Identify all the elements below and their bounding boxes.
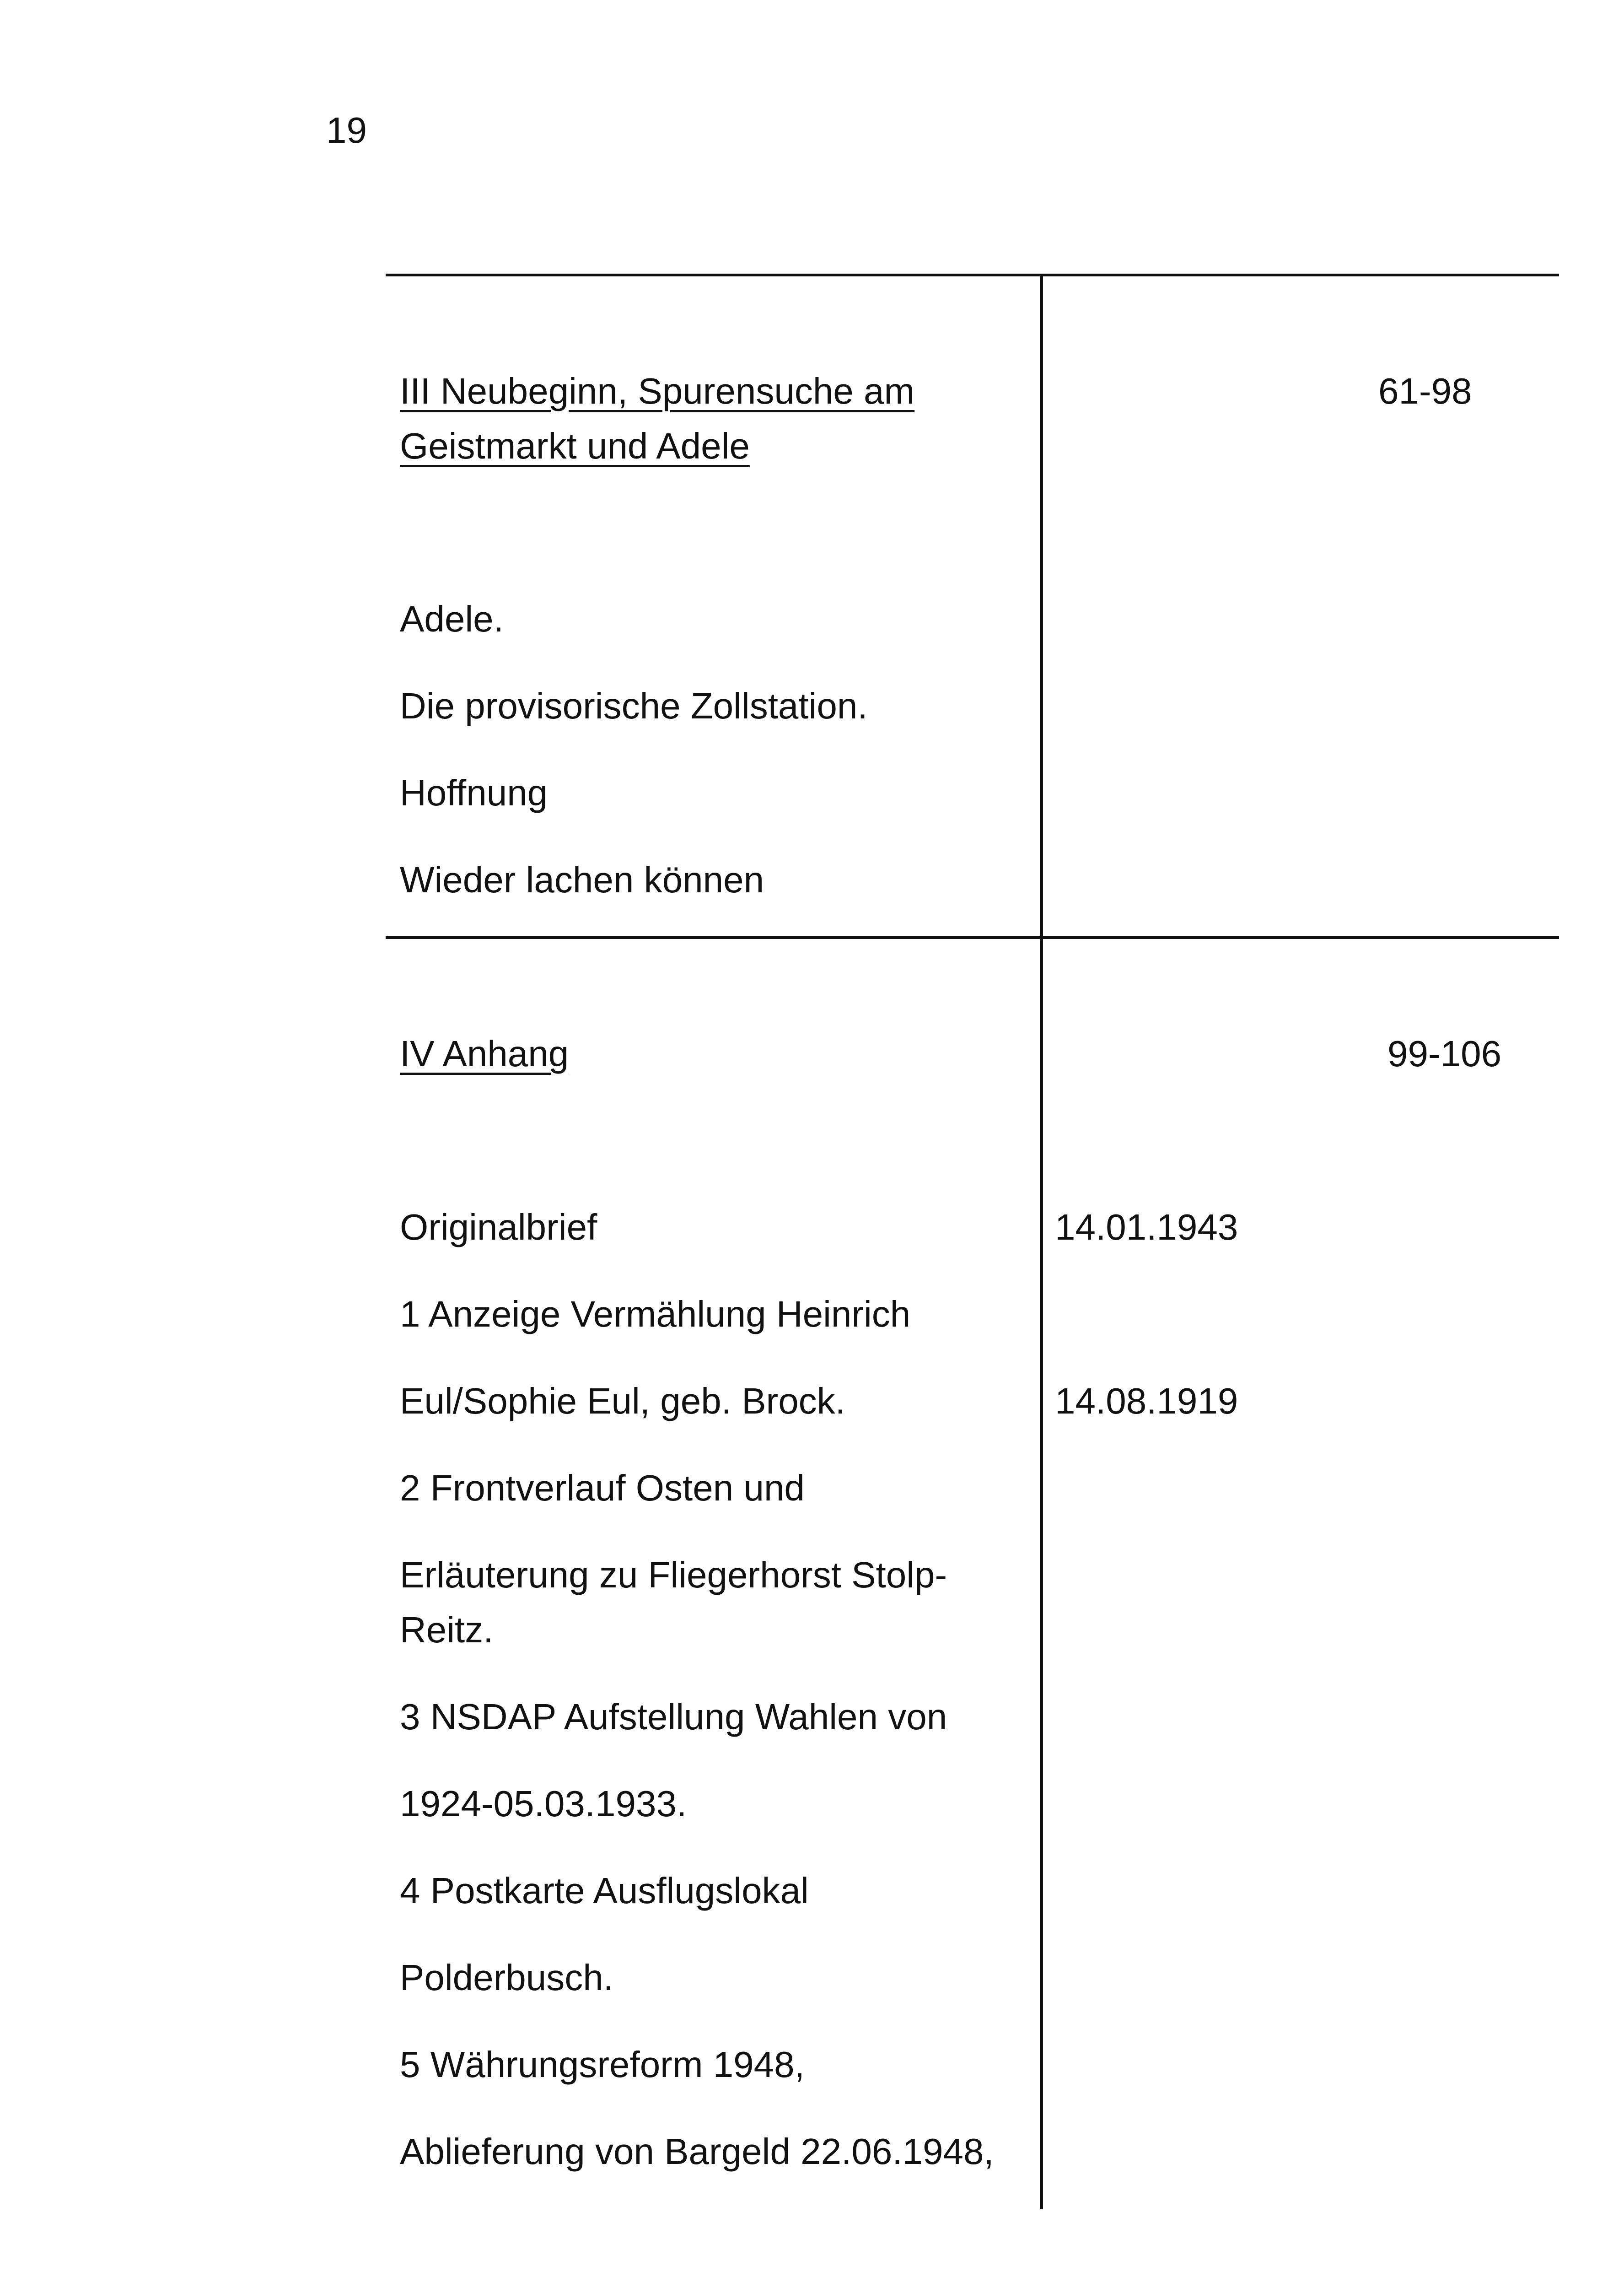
column-divider-rule — [1040, 274, 1043, 2209]
section4-item-date: 14.01.1943 — [1055, 1207, 1238, 1247]
section4-item-text: Originalbrief — [400, 1207, 597, 1247]
section4-item-text: Reitz. — [400, 1609, 494, 1650]
section3-item: Die provisorische Zollstation. — [400, 685, 868, 726]
section3-item: Hoffnung — [400, 772, 548, 813]
page-number: 19 — [326, 110, 367, 151]
section3-item: Adele. — [400, 599, 504, 639]
section3-heading-line1: III Neubeginn, Spurensuche am — [400, 371, 915, 411]
section4-item-text: 1924-05.03.1933. — [400, 1783, 687, 1824]
section3-heading-line2: Geistmarkt und Adele — [400, 426, 750, 466]
section4-item-text: 1 Anzeige Vermählung Heinrich — [400, 1294, 911, 1334]
section4-item-text: 4 Postkarte Ausflugslokal — [400, 1870, 809, 1911]
section4-item-text: Ablieferung von Bargeld 22.06.1948, — [400, 2131, 994, 2172]
section3-item: Wieder lachen können — [400, 859, 764, 900]
section4-item-text: Erläuterung zu Fliegerhorst Stolp- — [400, 1554, 947, 1595]
section4-item-text: Eul/Sophie Eul, geb. Brock. — [400, 1381, 845, 1421]
table-top-rule — [386, 274, 1559, 276]
section4-pages: 99-106 — [1387, 1033, 1502, 1074]
section-divider-rule — [386, 936, 1559, 939]
section4-item-date: 14.08.1919 — [1055, 1381, 1238, 1421]
section4-item-text: 3 NSDAP Aufstellung Wahlen von — [400, 1696, 947, 1737]
section4-item-text: 5 Währungsreform 1948, — [400, 2044, 805, 2085]
section3-pages: 61-98 — [1378, 371, 1472, 411]
section4-item-text: 2 Frontverlauf Osten und — [400, 1468, 805, 1508]
section4-item-text: Polderbusch. — [400, 1957, 613, 1998]
section4-heading: IV Anhang — [400, 1033, 569, 1074]
